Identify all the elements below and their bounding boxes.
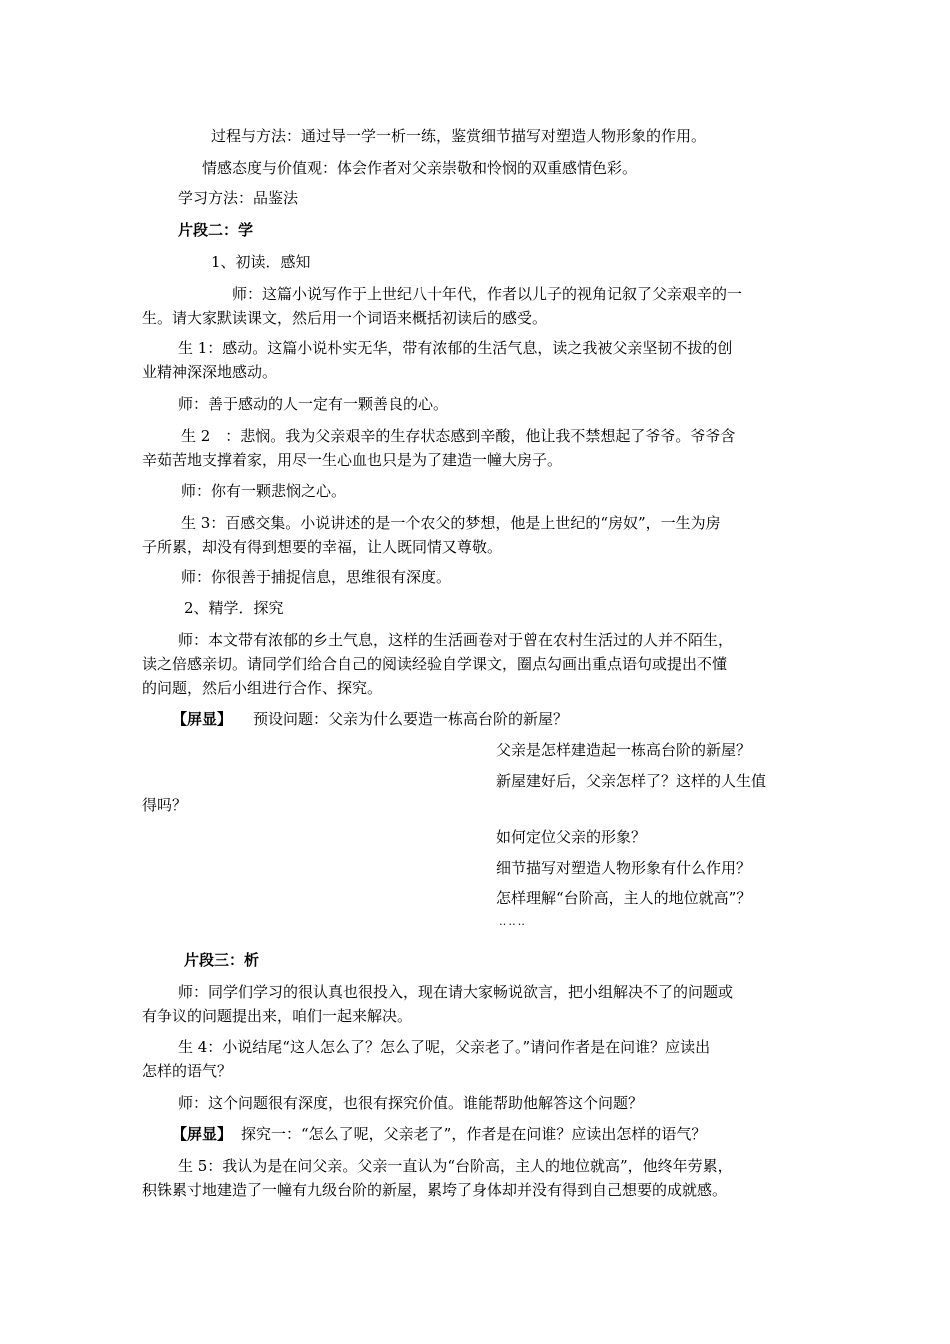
paragraph-line: 生 5：我认为是在问父亲。父亲一直认为“台阶高，主人的地位就高”，他终年劳累， [178, 1157, 733, 1175]
paragraph-line: 积铢累寸地建造了一幢有九级台阶的新屋，累垮了身体却并没有得到自己想要的成就感。 [142, 1181, 728, 1199]
preset-question: 父亲是怎样建造起一栋高台阶的新屋？ [496, 741, 752, 759]
ellipsis: ‥‥‥ [499, 915, 528, 928]
paragraph-line: 生。请大家默读课文，然后用一个词语来概括初读后的感受。 [142, 309, 548, 327]
objective-process-method: 过程与方法：通过导一学一析一练，鉴赏细节描写对塑造人物形象的作用。 [211, 127, 707, 145]
paragraph-line: 师：你很善于捕捉信息，思维很有深度。 [181, 568, 452, 586]
screen-display-label: 【屏显】 [172, 710, 233, 728]
paragraph-line: 师：善于感动的人一定有一颗善良的心。 [178, 395, 449, 413]
preset-question: 新屋建好后，父亲怎样了？这样的人生值 [496, 772, 767, 790]
subheading-close-study: 2、精学．探究 [184, 599, 284, 617]
paragraph-line: 辛茹苦地支撑着家，用尽一生心血也只是为了建造一幢大房子。 [142, 451, 563, 469]
preset-question-continuation: 得吗？ [142, 796, 188, 814]
paragraph-line: 子所累，却没有得到想要的幸福，让人既同情又尊敬。 [142, 538, 503, 556]
paragraph-line: 师：你有一颗悲悯之心。 [181, 482, 347, 500]
objective-emotion-values: 情感态度与价值观：体会作者对父亲崇敬和怜悯的双重感情色彩。 [202, 159, 638, 177]
paragraph-line: 师：同学们学习的很认真也很投入，现在请大家畅说欲言，把小组解决不了的问题或 [178, 983, 734, 1001]
exploration-question: 探究一：“怎么了呢，父亲老了”，作者是在问谁？应读出怎样的语气？ [241, 1125, 707, 1143]
paragraph-line: 生 3：百感交集。小说讲述的是一个农父的梦想，他是上世纪的“房奴”，一生为房 [181, 514, 721, 532]
preset-question: 如何定位父亲的形象？ [496, 828, 647, 846]
paragraph-line: 生 1：感动。这篇小说朴实无华，带有浓郁的生活气息，读之我被父亲坚韧不拔的创 [178, 339, 733, 357]
paragraph-line: 读之倍感亲切。请同学们给合自己的阅读经验自学课文，圈点勾画出重点语句或提出不懂 [142, 655, 728, 673]
preset-question: 怎样理解“台阶高，主人的地位就高”？ [496, 889, 752, 907]
paragraph-line: 的问题，然后小组进行合作、探究。 [142, 679, 383, 697]
preset-question: 预设问题：父亲为什么要造一栋高台阶的新屋？ [253, 710, 569, 728]
paragraph-line: 生 4：小说结尾“这人怎么了？怎么了呢，父亲老了。”请问作者是在问谁？应读出 [178, 1038, 711, 1056]
screen-display-label: 【屏显】 [172, 1125, 233, 1143]
section-heading-analyze: 片段三：析 [184, 951, 260, 969]
section-heading-learn: 片段二：学 [178, 221, 254, 239]
paragraph-line: 生 2 ：悲悯。我为父亲艰辛的生存状态感到辛酸，他让我不禁想起了爷爷。爷爷含 [181, 427, 736, 445]
learning-method: 学习方法：品鉴法 [178, 189, 299, 207]
paragraph-line: 有争议的问题提出来，咱们一起来解决。 [142, 1007, 413, 1025]
preset-question: 细节描写对塑造人物形象有什么作用？ [496, 859, 752, 877]
paragraph-line: 业精神深深地感动。 [142, 363, 278, 381]
paragraph-line: 怎样的语气？ [142, 1062, 233, 1080]
paragraph-line: 师：本文带有浓郁的乡土气息，这样的生活画卷对于曾在农村生活过的人并不陌生， [178, 631, 734, 649]
paragraph-line: 师：这个问题很有深度，也很有探究价值。谁能帮助他解答这个问题？ [178, 1094, 644, 1112]
paragraph-line: 师：这篇小说写作于上世纪八十年代，作者以儿子的视角记叙了父亲艰辛的一 [232, 285, 743, 303]
subheading-first-reading: 1、初读．感知 [211, 253, 311, 271]
